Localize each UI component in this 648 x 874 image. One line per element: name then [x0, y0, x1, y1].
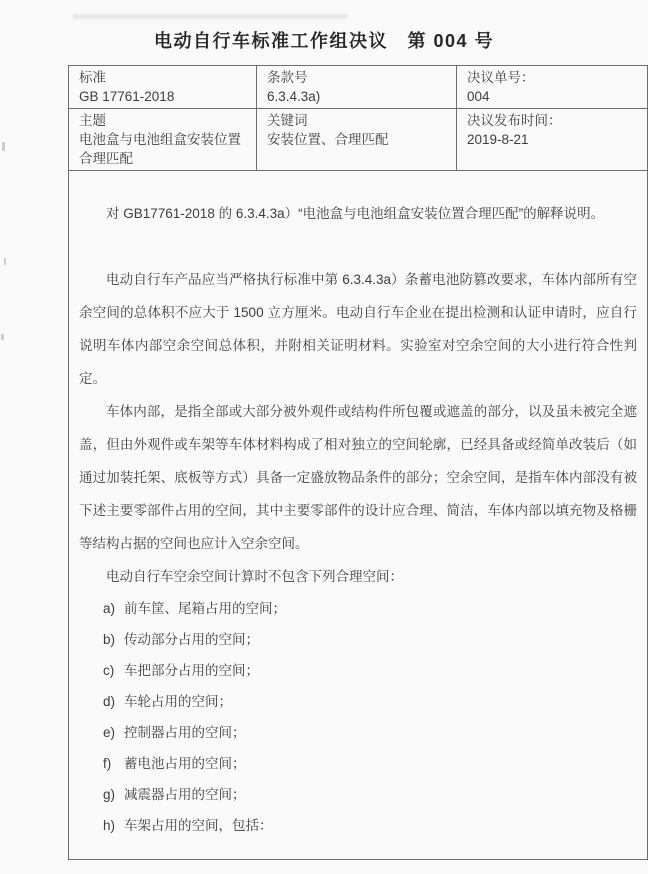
cell-issue-date: [457, 109, 648, 171]
list-item: [103, 655, 637, 686]
list-item: [103, 748, 637, 779]
list-item-text: 控制器占用的空间；: [124, 725, 246, 740]
keywords-value: 安装位置、合理匹配: [267, 132, 389, 147]
keywords-label: 关键词: [267, 113, 308, 128]
list-item-text: 减震器占用的空间；: [124, 787, 246, 802]
cell-standard: [69, 66, 257, 109]
resolution-info-table: [68, 65, 648, 860]
clause-label: 条款号: [267, 70, 308, 85]
list-item: [103, 686, 637, 717]
list-item: [103, 593, 637, 624]
list-item-text: 前车筐、尾箱占用的空间；: [124, 601, 286, 616]
paragraph-definition: 车体内部，是指全部或大部分被外观件或结构件所包覆或遮盖的部分，以及虽未被完全遮盖，但由外观件或车架等车体材料构成了相对独立的空间轮廓，已经具备或经简单改装后（如通过加装托架、底板等方式）具备一定盛放物品条件的部分；空余空间，是指车体内部没有被下述主要零部件占用的空间，其中主要零部件的设计应合理、简洁，车体内部以填充物及格栅等结构占据的空间也应计入空余空间。: [79, 404, 637, 551]
issue-date-label: 决议发布时间：: [467, 113, 562, 128]
table-row: [69, 66, 648, 109]
list-marker: g): [103, 787, 116, 802]
resolution-body: [69, 171, 648, 860]
subject-label: 主题: [79, 113, 106, 128]
list-item: [103, 810, 637, 841]
table-row: [69, 109, 648, 171]
cell-subject: [69, 109, 257, 171]
scan-artifact: [1, 334, 4, 340]
page-title: 电动自行车标准工作组决议 第 004 号: [153, 31, 495, 51]
list-item: [103, 779, 637, 810]
list-marker: d): [103, 694, 116, 709]
scan-artifact: [2, 142, 5, 151]
list-item: [103, 624, 637, 655]
list-item-text: 蓄电池占用的空间；: [124, 756, 246, 771]
paragraph-intro: 对 GB17761-2018 的 6.3.4.3a）“电池盒与电池组盒安装位置合理匹配”的解释说明。: [106, 206, 605, 221]
issue-date-value: 2019-8-21: [467, 132, 529, 147]
resolution-number-label: 决议单号：: [467, 70, 535, 85]
cell-resolution-number: [457, 66, 648, 109]
paragraph-requirement: 电动自行车产品应当严格执行标准中第 6.3.4.3a）条蓄电池防篡改要求，车体内部所有空余空间的总体积不应大于 1500 立方厘米。电动自行车企业在提出检测和认证申请时，应自行说明车体内部空余空间总体积，并附相关证明材料。实验室对空余空间的大小进行符合性判定。: [79, 272, 637, 386]
list-marker: a): [103, 601, 116, 616]
clause-value: 6.3.4.3a): [267, 89, 321, 104]
cell-keywords: [257, 109, 457, 171]
scan-artifact: [4, 258, 6, 265]
list-item-text: 车轮占用的空间；: [124, 694, 232, 709]
standard-label: 标准: [79, 70, 106, 85]
standard-value: GB 17761-2018: [79, 89, 175, 104]
list-marker: c): [103, 663, 115, 678]
resolution-number-value: 004: [467, 89, 490, 104]
list-item-text: 传动部分占用的空间；: [124, 632, 259, 647]
exclusion-list: [103, 593, 637, 841]
list-marker: b): [103, 632, 116, 647]
list-intro: 电动自行车空余空间计算时不包含下列合理空间：: [106, 569, 403, 584]
subject-value: 电池盒与电池组盒安装位置合理匹配: [79, 132, 241, 166]
cell-clause: [257, 66, 457, 109]
table-row: [69, 171, 648, 860]
list-marker: h): [103, 818, 116, 833]
list-marker: f): [103, 756, 112, 771]
list-item-text: 车把部分占用的空间；: [124, 663, 259, 678]
scan-artifact: [72, 14, 348, 19]
list-marker: e): [103, 725, 116, 740]
list-item: [103, 717, 637, 748]
list-item-text: 车架占用的空间，包括：: [124, 818, 273, 833]
